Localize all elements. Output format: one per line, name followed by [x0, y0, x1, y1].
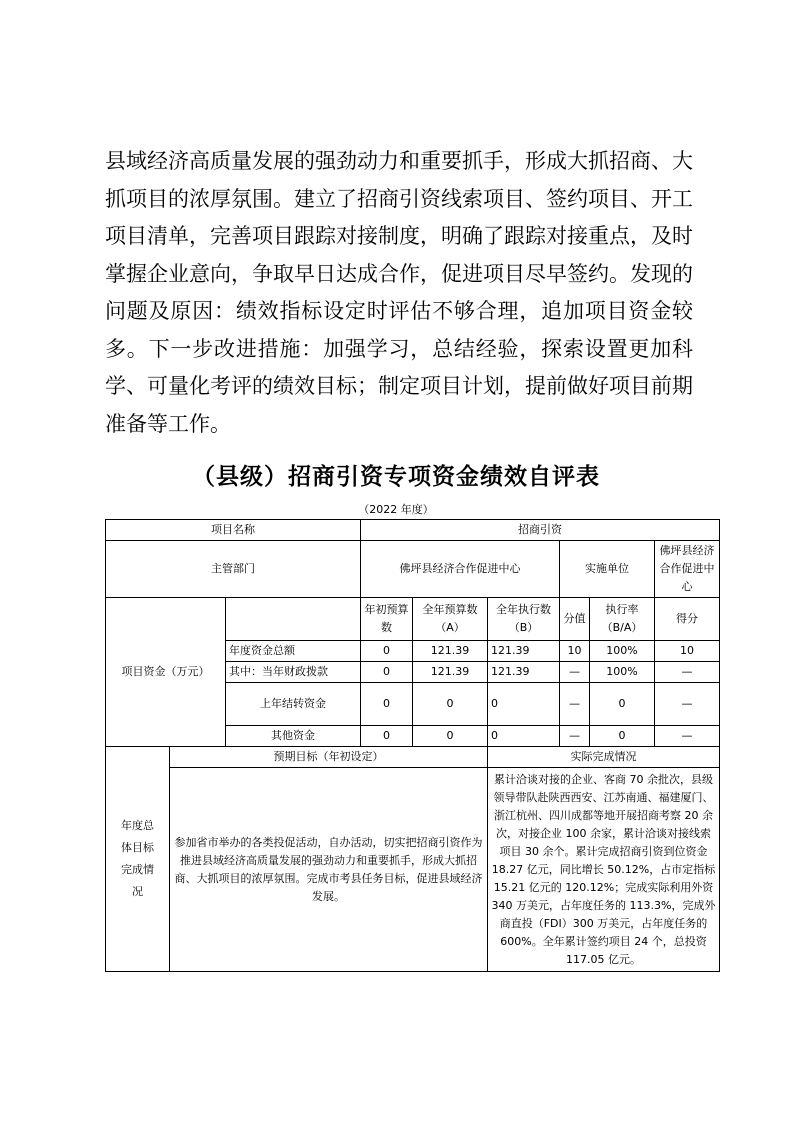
cell-rate: 0 — [590, 726, 655, 747]
cell-score: 10 — [655, 641, 720, 662]
expected-text: 参加省市举办的各类投促活动，自办活动，切实把招商引资作为推进县域经济高质量发展的强劲动力和重要抓手，形成大抓招商、大抓项目的浓厚氛围。完成市考县任务目标，促进县域经济发展。 — [170, 768, 488, 972]
actual-text: 累计洽谈对接的企业、客商 70 余批次，县级领导带队赴陕西西安、江苏南通、福建厦门、浙江杭州、四川成都等地开展招商考察 20 余次，对接企业 100 余家，累计洽谈对接线索项目 30 余个。累计完成招商引资到位资金 18.27 亿元，同比增长 50.12%，占市定指标 15.21 亿元的 120.12%；完成实际利用外资 340 万美元，占年度任务的 113.3%，完成外商直投（FDI）300 万美元，占年度任务的 600%。全年累计签约项目 24 个，总投资 117.05 亿元。 — [488, 768, 720, 972]
goal-label: 年度总体目标完成情况 — [106, 747, 170, 972]
table-title: （县级）招商引资专项资金绩效自评表 — [192, 464, 600, 490]
cell-rate: 100% — [590, 662, 655, 683]
dept-value: 佛坪县经济合作促进中心 — [361, 541, 560, 598]
cell-annual: 0 — [413, 683, 488, 726]
header-initial-budget: 年初预算数 — [361, 598, 413, 641]
cell-initial: 0 — [361, 683, 413, 726]
impl-label: 实施单位 — [560, 541, 655, 598]
row-label: 其他资金 — [226, 726, 361, 747]
row-label: 年度资金总额 — [226, 641, 361, 662]
cell-weight: — — [560, 662, 590, 683]
cell-score: — — [655, 726, 720, 747]
funds-label: 项目资金（万元） — [106, 598, 226, 747]
cell-initial: 0 — [361, 641, 413, 662]
cell-annual: 0 — [413, 726, 488, 747]
cell-exec: 0 — [488, 683, 560, 726]
header-score-weight: 分值 — [560, 598, 590, 641]
project-name-value: 招商引资 — [361, 520, 720, 541]
cell-weight: — — [560, 683, 590, 726]
cell-rate: 100% — [590, 641, 655, 662]
row-label: 上年结转资金 — [226, 683, 361, 726]
row-label: 其中：当年财政拨款 — [226, 662, 361, 683]
project-name-label: 项目名称 — [106, 520, 361, 541]
cell-exec: 0 — [488, 726, 560, 747]
cell-annual: 121.39 — [413, 662, 488, 683]
impl-value: 佛坪县经济合作促进中心 — [655, 541, 720, 598]
body-paragraph: 县域经济高质量发展的强劲动力和重要抓手，形成大抓招商、大抓项目的浓厚氛围。建立了招商引资线索项目、签约项目、开工项目清单，完善项目跟踪对接制度，明确了跟踪对接重点，及时掌握企业意向，争取早日达成合作，促进项目尽早签约。发现的问题及原因：绩效指标设定时评估不够合理，追加项目资金较多。下一步改进措施：加强学习，总结经验，探索设置更加科学、可量化考评的绩效目标；制定项目计划，提前做好项目前期准备等工作。 — [105, 149, 693, 436]
header-annual-budget: 全年预算数（A） — [413, 598, 488, 641]
expected-header: 预期目标（年初设定） — [170, 747, 488, 768]
cell-weight: — — [560, 726, 590, 747]
cell-score: — — [655, 683, 720, 726]
dept-label: 主管部门 — [106, 541, 361, 598]
cell-exec: 121.39 — [488, 662, 560, 683]
header-annual-exec: 全年执行数（B） — [488, 598, 560, 641]
cell-exec: 121.39 — [488, 641, 560, 662]
cell-initial: 0 — [361, 726, 413, 747]
cell-score: — — [655, 662, 720, 683]
header-blank — [226, 598, 361, 641]
cell-rate: 0 — [590, 683, 655, 726]
performance-table — [105, 519, 720, 972]
cell-initial: 0 — [361, 662, 413, 683]
cell-annual: 121.39 — [413, 641, 488, 662]
header-exec-rate: 执行率（B/A） — [590, 598, 655, 641]
actual-header: 实际完成情况 — [488, 747, 720, 768]
cell-weight: 10 — [560, 641, 590, 662]
table-year: （2022 年度） — [358, 503, 434, 516]
header-score: 得分 — [655, 598, 720, 641]
